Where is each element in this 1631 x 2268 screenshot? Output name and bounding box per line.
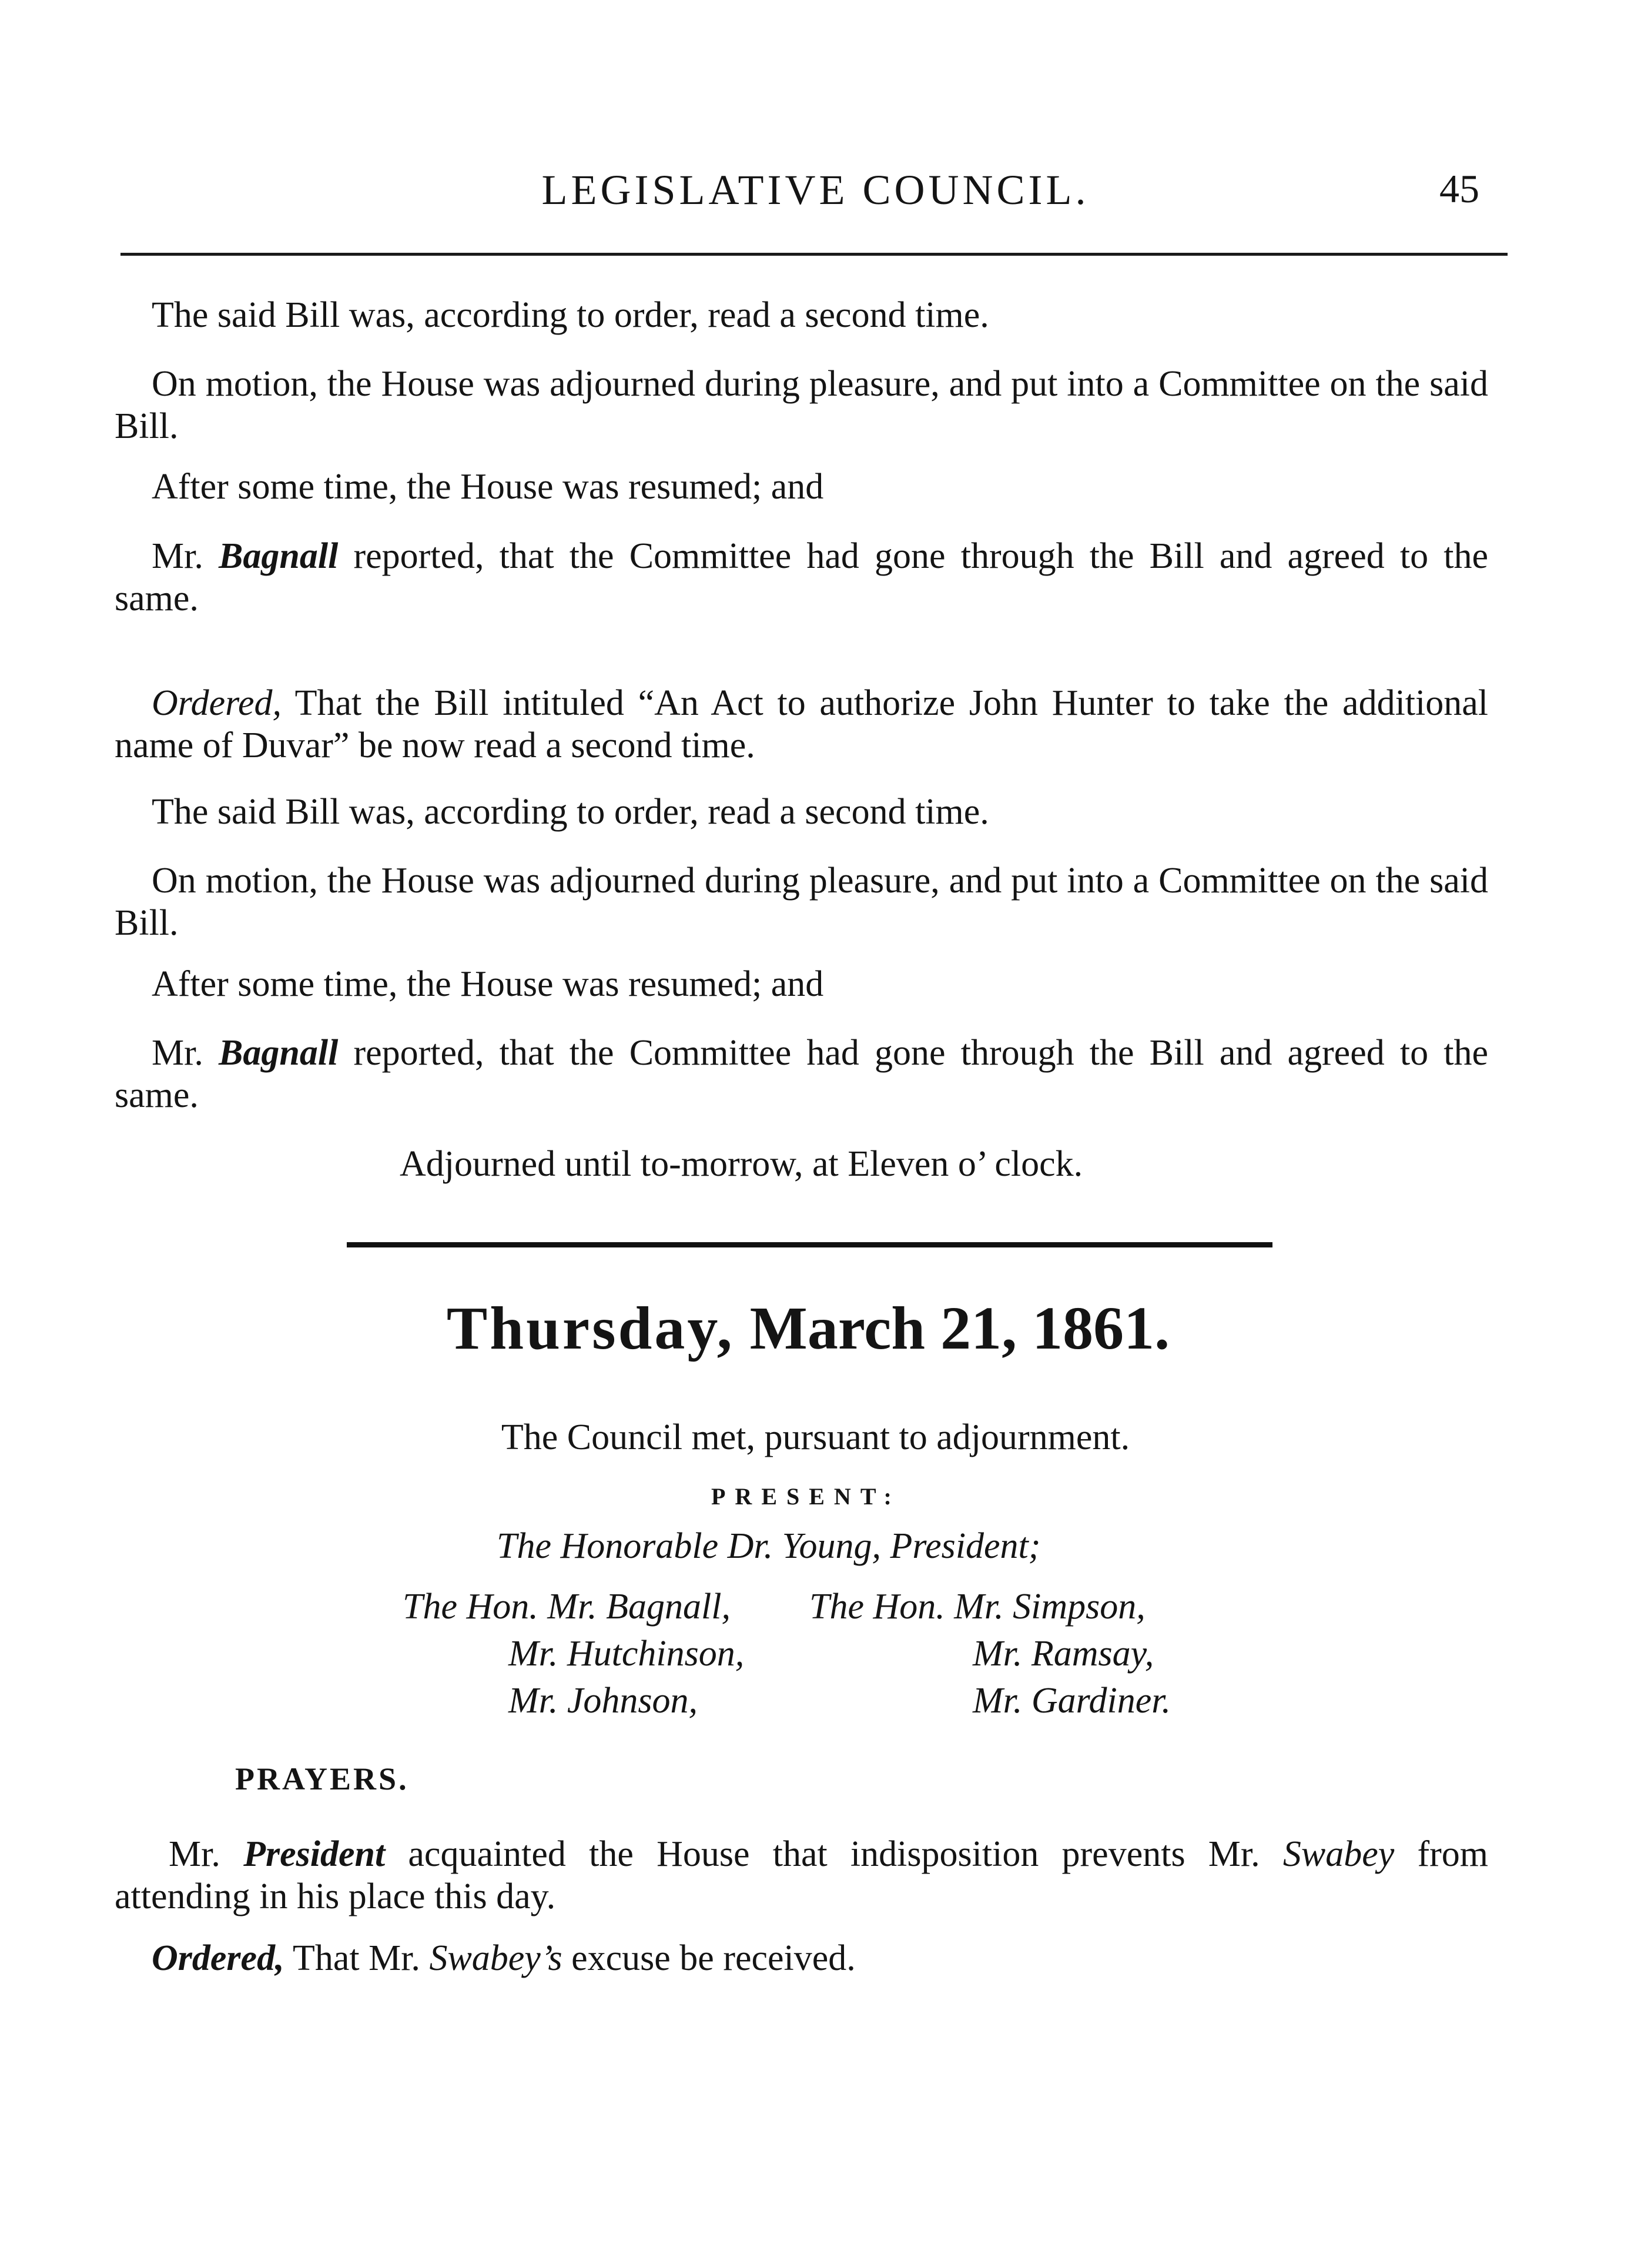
- present-label: PRESENT:: [711, 1483, 901, 1510]
- member-right-3: Mr. Gardiner.: [973, 1681, 1171, 1721]
- date-heading: [0, 1293, 1616, 1363]
- paragraph-committee-report-2: Mr. Bagnall reported, that the Committee had gone through the Bill and agreed to the same.: [115, 1033, 1488, 1115]
- member-name: Bagnall: [219, 536, 339, 576]
- paragraph-committee-report: Mr. Bagnall reported, that the Committee had gone through the Bill and agreed to the same.: [115, 536, 1488, 618]
- paragraph-committee-motion: On motion, the House was adjourned during pleasure, and put into a Committee on the said Bill.: [115, 364, 1488, 446]
- section-divider-rule: [347, 1242, 1272, 1247]
- member-name: Swabey’s: [429, 1938, 562, 1978]
- member-name: Bagnall: [219, 1033, 339, 1073]
- prayers-heading: PRAYERS.: [235, 1761, 409, 1797]
- ordered-label: Ordered,: [152, 683, 282, 723]
- weekday: Thursday,: [446, 1294, 735, 1362]
- paragraph-ordered-bill: Ordered, That the Bill intituled “An Act to authorize John Hunter to take the additional name of Duvar” be now read a second time.: [115, 683, 1488, 765]
- member-left-1: The Hon. Mr. Bagnall,: [403, 1587, 731, 1627]
- member-name: President: [243, 1834, 386, 1874]
- paragraph-second-reading-2: The said Bill was, according to order, read a second time.: [152, 792, 989, 832]
- member-right-1: The Hon. Mr. Simpson,: [809, 1587, 1146, 1627]
- council-met-line: The Council met, pursuant to adjournment.: [501, 1417, 1130, 1457]
- paragraph-house-resumed-2: After some time, the House was resumed; and: [152, 964, 824, 1004]
- paragraph-president-acquainted: Mr. President acquainted the House that indisposition prevents Mr. Swabey from attending in his place this day.: [115, 1834, 1489, 1916]
- date-text: March 21, 1861.: [749, 1294, 1170, 1362]
- paragraph-ordered-excuse: Ordered, That Mr. Swabey’s excuse be received.: [152, 1938, 856, 1978]
- paragraph-second-reading: The said Bill was, according to order, read a second time.: [152, 295, 989, 335]
- page-number: 45: [1439, 166, 1479, 211]
- member-name: Swabey: [1282, 1834, 1395, 1874]
- president-line: The Honorable Dr. Young, President;: [497, 1526, 1041, 1566]
- running-header-title: LEGISLATIVE COUNCIL.: [541, 166, 1090, 213]
- ordered-label: Ordered,: [152, 1938, 284, 1978]
- member-left-2: Mr. Hutchinson,: [508, 1634, 745, 1674]
- member-right-2: Mr. Ramsay,: [973, 1634, 1154, 1674]
- header-rule: [120, 253, 1508, 256]
- paragraph-committee-motion-2: On motion, the House was adjourned during pleasure, and put into a Committee on the said Bill.: [115, 861, 1488, 943]
- adjourned-line: Adjourned until to-morrow, at Eleven o’ clock.: [400, 1144, 1083, 1184]
- member-left-3: Mr. Johnson,: [508, 1681, 698, 1721]
- paragraph-house-resumed: After some time, the House was resumed; and: [152, 467, 824, 507]
